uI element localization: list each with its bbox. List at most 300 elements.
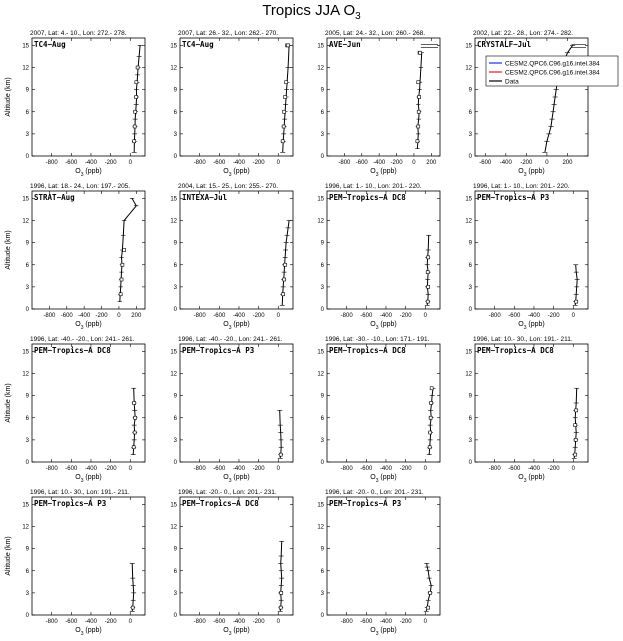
y-tick-label: 3 — [173, 590, 177, 597]
x-tick-label: 0 — [276, 160, 280, 166]
x-axis-label: $O_3$ (ppb) — [370, 321, 397, 331]
data-marker — [281, 140, 284, 143]
x-tick-label: 0 — [423, 313, 427, 319]
y-tick-label: 9 — [468, 393, 472, 400]
x-tick-label: -800 — [488, 466, 501, 472]
campaign-label: CRYSTALF−Jul — [477, 40, 532, 49]
y-tick-label: 6 — [320, 262, 324, 269]
y-tick-label: 12 — [22, 218, 29, 225]
data-marker — [284, 96, 287, 99]
data-marker — [133, 431, 136, 434]
data-marker — [574, 438, 577, 441]
panel-11 — [317, 336, 440, 484]
data-marker — [428, 446, 431, 449]
x-tick-label: -400 — [84, 466, 97, 472]
x-tick-label: -600 — [213, 160, 226, 166]
x-tick-label: -600 — [213, 619, 226, 625]
panel-header: 1996, Lat: -40.- -20., Lon: 241.- 261. — [30, 336, 135, 343]
y-tick-label: 6 — [468, 109, 472, 116]
y-tick-label: 15 — [170, 196, 177, 203]
data-marker — [430, 387, 433, 390]
x-tick-label: -200 — [252, 160, 265, 166]
x-axis-label: $O_3$ (ppb) — [370, 474, 397, 484]
panel-3 — [317, 30, 440, 178]
panel-12 — [465, 336, 588, 484]
x-axis-label: $O_3$ (ppb) — [518, 474, 545, 484]
x-tick-label: -800 — [488, 313, 501, 319]
x-tick-label: -800 — [45, 160, 58, 166]
campaign-label: PEM−Tropics−A P3 — [329, 499, 402, 508]
x-tick-label: -400 — [373, 160, 386, 166]
y-tick-label: 3 — [25, 284, 29, 291]
x-tick-label: -800 — [45, 619, 58, 625]
campaign-label: PEM−Tropics−A P3 — [34, 499, 107, 508]
campaign-label: PEM−Tropics−A DC8 — [34, 346, 111, 355]
y-tick-label: 3 — [468, 131, 472, 138]
x-tick-label: -800 — [338, 160, 351, 166]
main-title: Tropics JJA $O_3$ — [262, 2, 361, 22]
data-marker — [287, 44, 290, 47]
x-tick-label: -600 — [360, 313, 373, 319]
plot-frame — [475, 344, 588, 462]
x-tick-label: -200 — [252, 466, 265, 472]
series-line-data — [280, 410, 282, 458]
legend-label: Data — [505, 78, 519, 86]
y-tick-label: 6 — [468, 415, 472, 422]
data-marker — [123, 249, 126, 252]
plot-frame — [32, 191, 145, 309]
y-tick-label: 9 — [25, 393, 29, 400]
panel-header: 1996, Lat: -40.- -20., Lon: 241.- 261. — [178, 336, 283, 343]
x-tick-label: 0 — [276, 466, 280, 472]
x-tick-label: 200 — [426, 160, 437, 166]
x-tick-label: -600 — [355, 160, 368, 166]
panel-header: 1996, Lat: 18.- 24., Lon: 197.- 205. — [30, 183, 131, 190]
x-tick-label: 0 — [423, 466, 427, 472]
campaign-label: TC4−Aug — [34, 40, 66, 49]
x-tick-label: 200 — [131, 313, 142, 319]
plot-frame — [180, 191, 293, 309]
x-tick-label: 0 — [128, 466, 132, 472]
plot-frame — [32, 497, 145, 615]
data-marker — [120, 278, 123, 281]
campaign-label: STRAT−Aug — [34, 193, 75, 202]
x-tick-label: -200 — [399, 313, 412, 319]
y-tick-label: 3 — [173, 131, 177, 138]
x-tick-label: -600 — [60, 313, 73, 319]
panel-10 — [170, 336, 293, 484]
x-tick-label: -400 — [78, 313, 91, 319]
x-tick-label: -400 — [232, 313, 245, 319]
y-tick-label: 12 — [317, 371, 324, 378]
panel-4 — [465, 30, 588, 178]
y-axis-label: Altitude (km) — [5, 230, 12, 270]
x-axis-label: $O_3$ (ppb) — [75, 627, 102, 637]
y-tick-label: 3 — [320, 590, 324, 597]
campaign-label: TC4−Aug — [182, 40, 214, 49]
series-line-data — [134, 45, 140, 152]
y-tick-label: 9 — [25, 546, 29, 553]
data-marker — [427, 606, 430, 609]
y-tick-label: 12 — [465, 218, 472, 225]
y-tick-label: 9 — [173, 240, 177, 247]
x-tick-label: -400 — [527, 466, 540, 472]
x-tick-label: -400 — [379, 466, 392, 472]
data-marker — [133, 402, 136, 405]
series-line-data — [429, 388, 433, 454]
x-tick-label: -400 — [232, 160, 245, 166]
x-tick-label: 0 — [276, 313, 280, 319]
data-marker — [575, 409, 578, 412]
x-tick-label: -400 — [84, 160, 97, 166]
y-tick-label: 6 — [25, 262, 29, 269]
panel-header: 2007, Lat: 4.- 10., Lon: 272.- 278. — [30, 30, 127, 37]
y-tick-label: 12 — [22, 65, 29, 72]
x-tick-label: -600 — [65, 466, 78, 472]
data-marker — [134, 416, 137, 419]
series-line-data — [427, 235, 429, 305]
x-tick-label: -600 — [65, 160, 78, 166]
panel-header: 1996, Lat: 10.- 30., Lon: 191.- 211. — [473, 336, 573, 343]
y-tick-label: 0 — [173, 154, 177, 160]
y-tick-label: 12 — [170, 218, 177, 225]
y-tick-label: 3 — [173, 284, 177, 291]
plot-frame — [32, 38, 145, 156]
x-tick-label: -200 — [547, 313, 560, 319]
y-tick-label: 6 — [320, 415, 324, 422]
y-tick-label: 0 — [25, 154, 29, 160]
data-marker — [279, 453, 282, 456]
x-tick-label: -800 — [193, 466, 206, 472]
y-tick-label: 12 — [170, 371, 177, 378]
x-tick-label: -200 — [104, 466, 117, 472]
x-tick-label: -400 — [84, 619, 97, 625]
series-line-data — [280, 541, 282, 611]
y-tick-label: 3 — [25, 590, 29, 597]
plot-frame — [475, 191, 588, 309]
y-tick-label: 12 — [317, 218, 324, 225]
y-tick-label: 12 — [465, 65, 472, 72]
data-marker — [429, 431, 432, 434]
campaign-label: INTEXA−Jul — [182, 193, 228, 202]
series-line-data — [574, 388, 577, 458]
x-tick-label: 0 — [117, 313, 121, 319]
y-axis-label: Altitude (km) — [5, 536, 12, 576]
plot-frame — [327, 344, 440, 462]
y-tick-label: 0 — [25, 613, 29, 619]
y-tick-label: 6 — [25, 109, 29, 116]
x-tick-label: -200 — [520, 160, 533, 166]
y-tick-label: 0 — [320, 460, 324, 466]
panel-header: 1996, Lat: -20.- 0., Lon: 201.- 231. — [325, 489, 424, 496]
campaign-label: PEM−Tropics−A DC8 — [329, 193, 406, 202]
panel-header: 2004, Lat: 15.- 25., Lon: 255.- 270. — [178, 183, 279, 190]
y-tick-label: 6 — [25, 568, 29, 575]
y-axis-label: Altitude (km) — [5, 77, 12, 117]
y-tick-label: 6 — [320, 568, 324, 575]
x-tick-label: -200 — [252, 619, 265, 625]
data-marker — [285, 81, 288, 84]
x-tick-label: 0 — [571, 466, 575, 472]
x-tick-label: 0 — [545, 160, 549, 166]
y-tick-label: 9 — [25, 240, 29, 247]
panel-header: 2002, Lat: 22.- 28., Lon: 274.- 282. — [473, 30, 574, 37]
x-axis-label: $O_3$ (ppb) — [370, 627, 397, 637]
panel-2 — [170, 30, 293, 178]
data-marker — [133, 125, 136, 128]
x-axis-label: $O_3$ (ppb) — [223, 627, 250, 637]
data-marker — [132, 446, 135, 449]
y-tick-label: 0 — [320, 307, 324, 313]
x-axis-label: $O_3$ (ppb) — [370, 168, 397, 178]
data-marker — [282, 125, 285, 128]
y-tick-label: 9 — [468, 240, 472, 247]
y-axis-label: Altitude (km) — [5, 383, 12, 423]
plot-frame — [180, 497, 293, 615]
y-tick-label: 9 — [320, 546, 324, 553]
y-tick-label: 9 — [173, 393, 177, 400]
data-marker — [419, 51, 422, 54]
x-tick-label: -200 — [390, 160, 403, 166]
plot-frame — [327, 497, 440, 615]
x-tick-label: 0 — [571, 313, 575, 319]
y-tick-label: 9 — [173, 87, 177, 94]
data-marker — [133, 140, 136, 143]
campaign-label: PEM−Tropics−A P3 — [182, 346, 255, 355]
data-marker — [417, 81, 420, 84]
y-tick-label: 15 — [22, 349, 29, 356]
data-marker — [427, 285, 430, 288]
x-tick-label: -200 — [104, 619, 117, 625]
panel-6 — [170, 183, 293, 331]
x-axis-label: $O_3$ (ppb) — [223, 321, 250, 331]
data-marker — [417, 125, 420, 128]
data-marker — [427, 256, 430, 259]
campaign-label: PEM−Tropics−A P3 — [477, 193, 550, 202]
legend-label: CESM2.QPC6.C96.g16.intel.384 — [505, 69, 600, 77]
plot-frame — [327, 38, 440, 156]
y-tick-label: 0 — [320, 613, 324, 619]
x-tick-label: 200 — [562, 160, 573, 166]
x-tick-label: -800 — [340, 313, 353, 319]
x-tick-label: 0 — [412, 160, 416, 166]
x-tick-label: -600 — [65, 619, 78, 625]
data-marker — [280, 591, 283, 594]
y-tick-label: 15 — [170, 502, 177, 509]
data-marker — [416, 140, 419, 143]
legend-label: CESM2.QPC6.C96.g16.intel.384 — [505, 60, 600, 68]
y-tick-label: 15 — [465, 349, 472, 356]
data-marker — [119, 293, 122, 296]
y-tick-label: 15 — [317, 349, 324, 356]
series-line-data — [575, 265, 577, 306]
series-line-data — [417, 53, 421, 149]
series-line-data — [133, 388, 135, 454]
x-axis-label: $O_3$ (ppb) — [75, 168, 102, 178]
panel-15 — [317, 489, 440, 637]
x-axis-label: $O_3$ (ppb) — [75, 321, 102, 331]
data-marker — [429, 591, 432, 594]
y-tick-label: 6 — [25, 415, 29, 422]
data-marker — [426, 300, 429, 303]
x-tick-label: -400 — [527, 313, 540, 319]
y-tick-label: 12 — [170, 65, 177, 72]
legend — [486, 56, 618, 86]
data-marker — [417, 110, 420, 113]
x-tick-label: -800 — [340, 466, 353, 472]
campaign-label: PEM−Tropics−A DC8 — [182, 499, 259, 508]
x-tick-label: -600 — [213, 313, 226, 319]
data-marker — [135, 96, 138, 99]
data-marker — [283, 110, 286, 113]
x-axis-label: $O_3$ (ppb) — [223, 168, 250, 178]
y-tick-label: 3 — [173, 437, 177, 444]
x-tick-label: -400 — [232, 466, 245, 472]
y-tick-label: 0 — [468, 460, 472, 466]
y-tick-label: 12 — [22, 524, 29, 531]
x-tick-label: 0 — [423, 619, 427, 625]
data-marker — [134, 110, 137, 113]
y-tick-label: 15 — [465, 196, 472, 203]
plot-frame — [327, 191, 440, 309]
y-tick-label: 6 — [320, 109, 324, 116]
y-tick-label: 6 — [173, 568, 177, 575]
y-tick-label: 0 — [320, 154, 324, 160]
data-marker — [135, 81, 138, 84]
x-tick-label: 0 — [128, 160, 132, 166]
y-tick-label: 3 — [25, 131, 29, 138]
y-tick-label: 15 — [170, 43, 177, 50]
panel-header: 2007, Lat: 26.- 32., Lon: 262.- 270. — [178, 30, 279, 37]
x-tick-label: -800 — [45, 466, 58, 472]
y-tick-label: 12 — [170, 524, 177, 531]
y-tick-label: 6 — [173, 415, 177, 422]
data-marker — [418, 96, 421, 99]
data-marker — [121, 263, 124, 266]
x-tick-label: -200 — [252, 313, 265, 319]
y-tick-label: 6 — [173, 262, 177, 269]
y-tick-label: 0 — [173, 613, 177, 619]
panel-1 — [5, 30, 145, 178]
panel-14 — [170, 489, 293, 637]
panel-header: 1996, Lat: 10.- 30., Lon: 191.- 211. — [30, 489, 130, 496]
x-tick-label: -800 — [43, 313, 56, 319]
data-marker — [279, 606, 282, 609]
y-tick-label: 3 — [320, 284, 324, 291]
y-tick-label: 12 — [465, 371, 472, 378]
x-tick-label: -600 — [508, 313, 521, 319]
panel-header: 1996, Lat: -30.- -10., Lon: 171.- 191. — [325, 336, 430, 343]
panel-9 — [5, 336, 145, 484]
series-line-data — [283, 45, 289, 152]
data-marker — [426, 271, 429, 274]
x-tick-label: -200 — [104, 160, 117, 166]
y-tick-label: 15 — [317, 502, 324, 509]
x-axis-label: $O_3$ (ppb) — [518, 321, 545, 331]
y-tick-label: 15 — [22, 196, 29, 203]
y-tick-label: 0 — [25, 307, 29, 313]
y-tick-label: 6 — [173, 109, 177, 116]
panel-header: 1996, Lat: 1.- 10., Lon: 201.- 220. — [325, 183, 422, 190]
data-marker — [574, 453, 577, 456]
y-tick-label: 12 — [317, 524, 324, 531]
data-marker — [430, 402, 433, 405]
y-tick-label: 9 — [320, 393, 324, 400]
panel-header: 1996, Lat: -20.- 0., Lon: 201.- 231. — [178, 489, 277, 496]
x-axis-label: $O_3$ (ppb) — [75, 474, 102, 484]
x-tick-label: -200 — [547, 466, 560, 472]
data-marker — [574, 424, 577, 427]
data-marker — [283, 278, 286, 281]
y-tick-label: 3 — [320, 437, 324, 444]
panel-header: 2005, Lat: 24.- 32., Lon: 260.- 268. — [325, 30, 426, 37]
y-tick-label: 9 — [320, 240, 324, 247]
panel-8 — [465, 183, 588, 331]
y-tick-label: 3 — [25, 437, 29, 444]
y-tick-label: 9 — [468, 87, 472, 94]
plot-frame — [32, 344, 145, 462]
campaign-label: PEM−Tropics−A DC8 — [477, 346, 554, 355]
y-tick-label: 12 — [317, 65, 324, 72]
y-tick-label: 0 — [25, 460, 29, 466]
panel-5 — [5, 183, 145, 331]
x-tick-label: -600 — [213, 466, 226, 472]
data-marker — [131, 606, 134, 609]
x-tick-label: -400 — [379, 619, 392, 625]
panel-7 — [317, 183, 440, 331]
x-tick-label: -200 — [399, 619, 412, 625]
y-tick-label: 15 — [317, 43, 324, 50]
data-marker — [282, 293, 285, 296]
y-tick-label: 0 — [468, 307, 472, 313]
x-tick-label: 0 — [276, 619, 280, 625]
data-marker — [284, 263, 287, 266]
x-tick-label: -400 — [379, 313, 392, 319]
y-tick-label: 15 — [22, 43, 29, 50]
y-tick-label: 9 — [320, 87, 324, 94]
y-tick-label: 3 — [468, 284, 472, 291]
campaign-label: PEM−Tropics−A DC8 — [329, 346, 406, 355]
y-tick-label: 9 — [173, 546, 177, 553]
y-tick-label: 15 — [317, 196, 324, 203]
y-tick-label: 0 — [173, 307, 177, 313]
y-tick-label: 9 — [25, 87, 29, 94]
x-tick-label: -600 — [479, 160, 492, 166]
x-tick-label: -200 — [95, 313, 108, 319]
y-tick-label: 12 — [22, 371, 29, 378]
y-tick-label: 15 — [22, 502, 29, 509]
x-tick-label: -200 — [399, 466, 412, 472]
data-marker — [429, 416, 432, 419]
plot-frame — [180, 344, 293, 462]
panel-13 — [5, 489, 145, 637]
x-tick-label: -400 — [499, 160, 512, 166]
data-marker — [136, 66, 139, 69]
campaign-label: AVE−Jun — [329, 40, 361, 49]
x-tick-label: -600 — [360, 466, 373, 472]
x-tick-label: -400 — [232, 619, 245, 625]
x-tick-label: 0 — [128, 619, 132, 625]
series-line-data — [132, 563, 134, 611]
x-tick-label: -800 — [193, 619, 206, 625]
y-tick-label: 6 — [468, 262, 472, 269]
y-tick-label: 0 — [173, 460, 177, 466]
x-tick-label: -800 — [193, 313, 206, 319]
x-tick-label: -600 — [508, 466, 521, 472]
y-tick-label: 3 — [468, 437, 472, 444]
y-tick-label: 15 — [465, 43, 472, 50]
x-tick-label: -800 — [193, 160, 206, 166]
